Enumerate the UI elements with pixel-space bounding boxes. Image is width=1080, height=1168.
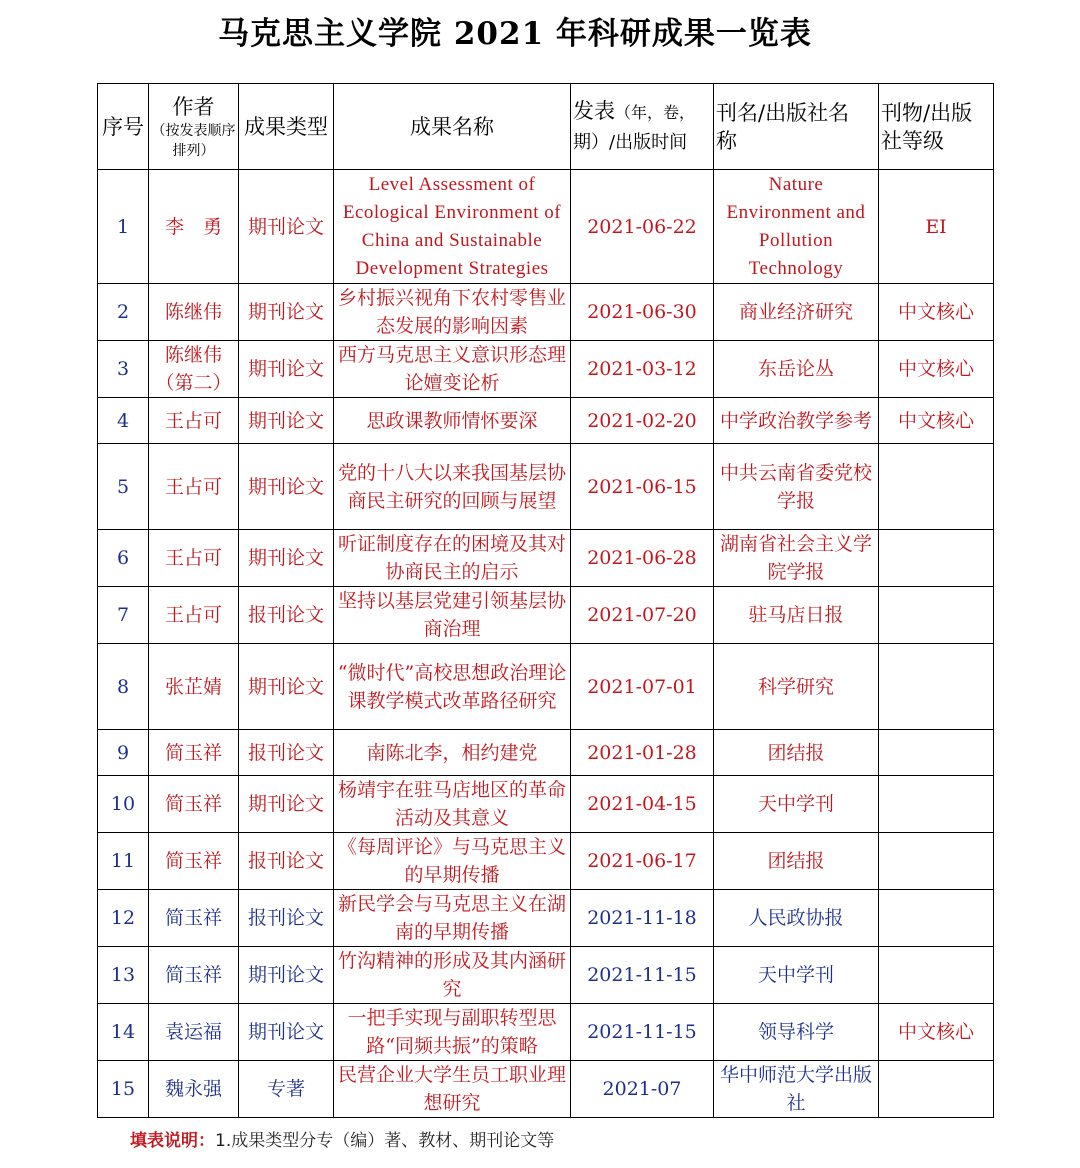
row-level <box>879 730 994 776</box>
row-journal: 中学政治教学参考 <box>714 398 879 444</box>
row-author: 王占可 <box>149 530 239 587</box>
header-date-sub: （年，卷， <box>615 102 696 122</box>
row-level: 中文核心 <box>879 1004 994 1061</box>
header-type: 成果类型 <box>239 84 334 170</box>
page-title: 马克思主义学院 2021 年科研成果一览表 <box>218 16 812 52</box>
row-date: 2021-07 <box>571 1061 714 1118</box>
row-date: 2021-07-01 <box>571 644 714 730</box>
row-journal: 天中学刊 <box>714 776 879 833</box>
row-date: 2021-06-15 <box>571 444 714 530</box>
row-level <box>879 833 994 890</box>
row-index: 12 <box>98 890 149 947</box>
header-journal <box>714 84 879 170</box>
row-name: 一把手实现与副职转型思路“同频共振”的策略 <box>334 1004 571 1061</box>
row-level: 中文核心 <box>879 341 994 398</box>
row-index: 2 <box>98 284 149 341</box>
header-author-sub: （按发表顺序排列） <box>151 122 236 159</box>
row-level: EI <box>879 170 994 284</box>
row-name: 党的十八大以来我国基层协商民主研究的回顾与展望 <box>334 444 571 530</box>
header-idx: 序号 <box>98 84 149 170</box>
row-index: 9 <box>98 730 149 776</box>
row-level <box>879 530 994 587</box>
row-level <box>879 644 994 730</box>
row-name: 南陈北李，相约建党 <box>334 730 571 776</box>
table-row <box>98 444 994 530</box>
row-author: 简玉祥 <box>149 833 239 890</box>
row-type: 专著 <box>239 1061 334 1118</box>
row-author: 简玉祥 <box>149 890 239 947</box>
row-author: 简玉祥 <box>149 730 239 776</box>
header-author-label: 作者 <box>172 94 215 119</box>
row-author: 李 勇 <box>149 170 239 284</box>
row-type: 期刊论文 <box>239 341 334 398</box>
row-level: 中文核心 <box>879 398 994 444</box>
table-row <box>98 170 994 284</box>
row-author: 王占可 <box>149 444 239 530</box>
row-journal: 中共云南省委党校学报 <box>714 444 879 530</box>
row-level <box>879 1061 994 1118</box>
row-name: 乡村振兴视角下农村零售业态发展的影响因素 <box>334 284 571 341</box>
row-index: 5 <box>98 444 149 530</box>
row-name: 竹沟精神的形成及其内涵研究 <box>334 947 571 1004</box>
row-journal: Nature Environment and Pollution Technology <box>714 170 879 284</box>
fill-note <box>130 1126 554 1151</box>
row-level <box>879 444 994 530</box>
row-date: 2021-06-22 <box>571 170 714 284</box>
row-name: 思政课教师情怀要深 <box>334 398 571 444</box>
header-date <box>571 84 714 170</box>
row-author: 简玉祥 <box>149 776 239 833</box>
row-index: 1 <box>98 170 149 284</box>
row-type: 期刊论文 <box>239 170 334 284</box>
row-type: 报刊论文 <box>239 833 334 890</box>
row-journal: 天中学刊 <box>714 947 879 1004</box>
row-date: 2021-11-15 <box>571 1004 714 1061</box>
row-type: 期刊论文 <box>239 398 334 444</box>
row-level <box>879 890 994 947</box>
row-author: 魏永强 <box>149 1061 239 1118</box>
table-row <box>98 398 994 444</box>
row-type: 报刊论文 <box>239 890 334 947</box>
header-level-line2: 社等级 <box>881 128 944 153</box>
row-journal: 湖南省社会主义学院学报 <box>714 530 879 587</box>
row-name: 坚持以基层党建引领基层协商治理 <box>334 587 571 644</box>
table-row <box>98 1061 994 1118</box>
table-row <box>98 587 994 644</box>
row-type: 期刊论文 <box>239 947 334 1004</box>
row-level: 中文核心 <box>879 284 994 341</box>
row-author: 张芷婧 <box>149 644 239 730</box>
row-journal: 团结报 <box>714 730 879 776</box>
row-index: 13 <box>98 947 149 1004</box>
row-journal: 商业经济研究 <box>714 284 879 341</box>
row-level <box>879 776 994 833</box>
row-journal: 东岳论丛 <box>714 341 879 398</box>
row-author: 王占可 <box>149 398 239 444</box>
row-name: 听证制度存在的困境及其对协商民主的启示 <box>334 530 571 587</box>
row-journal: 人民政协报 <box>714 890 879 947</box>
row-type: 期刊论文 <box>239 644 334 730</box>
row-date: 2021-03-12 <box>571 341 714 398</box>
row-name: Level Assessment of Ecological Environment of China and Sustainable Development Strategies <box>334 170 571 284</box>
header-name: 成果名称 <box>334 84 571 170</box>
row-name: 《每周评论》与马克思主义的早期传播 <box>334 833 571 890</box>
fill-note-text: 1.成果类型分专（编）著、教材、期刊论文等 <box>215 1131 555 1151</box>
row-date: 2021-01-28 <box>571 730 714 776</box>
row-author: 袁运福 <box>149 1004 239 1061</box>
row-journal: 驻马店日报 <box>714 587 879 644</box>
table-row <box>98 284 994 341</box>
row-index: 6 <box>98 530 149 587</box>
table-row <box>98 644 994 730</box>
row-name: 新民学会与马克思主义在湖南的早期传播 <box>334 890 571 947</box>
row-index: 10 <box>98 776 149 833</box>
row-index: 7 <box>98 587 149 644</box>
row-date: 2021-11-18 <box>571 890 714 947</box>
table-row <box>98 890 994 947</box>
row-date: 2021-06-30 <box>571 284 714 341</box>
row-journal: 科学研究 <box>714 644 879 730</box>
row-index: 3 <box>98 341 149 398</box>
table-row <box>98 530 994 587</box>
header-level-line1: 刊物/出版 <box>881 100 973 125</box>
row-index: 4 <box>98 398 149 444</box>
row-date: 2021-11-15 <box>571 947 714 1004</box>
row-name: 民营企业大学生员工职业理想研究 <box>334 1061 571 1118</box>
row-type: 期刊论文 <box>239 284 334 341</box>
row-name: 杨靖宇在驻马店地区的革命活动及其意义 <box>334 776 571 833</box>
row-author: 陈继伟（第二） <box>149 341 239 398</box>
table-row <box>98 833 994 890</box>
results-table <box>97 83 994 1118</box>
row-type: 期刊论文 <box>239 776 334 833</box>
row-date: 2021-06-28 <box>571 530 714 587</box>
header-journal-line2: 称 <box>716 128 737 153</box>
header-row <box>98 84 994 170</box>
row-date: 2021-04-15 <box>571 776 714 833</box>
header-journal-line1: 刊名/出版社名 <box>716 100 850 125</box>
table-row <box>98 730 994 776</box>
header-date-line2: 期）/出版时间 <box>573 131 688 153</box>
row-journal: 团结报 <box>714 833 879 890</box>
header-author <box>149 84 239 170</box>
row-date: 2021-06-17 <box>571 833 714 890</box>
row-name: 西方马克思主义意识形态理论嬗变论析 <box>334 341 571 398</box>
header-level <box>879 84 994 170</box>
table-row <box>98 776 994 833</box>
row-index: 15 <box>98 1061 149 1118</box>
row-date: 2021-07-20 <box>571 587 714 644</box>
row-journal: 华中师范大学出版社 <box>714 1061 879 1118</box>
table-row <box>98 947 994 1004</box>
row-type: 期刊论文 <box>239 444 334 530</box>
row-author: 王占可 <box>149 587 239 644</box>
fill-note-label: 填表说明： <box>130 1131 215 1151</box>
row-author: 陈继伟 <box>149 284 239 341</box>
row-type: 报刊论文 <box>239 730 334 776</box>
row-date: 2021-02-20 <box>571 398 714 444</box>
row-type: 期刊论文 <box>239 1004 334 1061</box>
row-index: 11 <box>98 833 149 890</box>
table-row <box>98 341 994 398</box>
row-type: 期刊论文 <box>239 530 334 587</box>
table-row <box>98 1004 994 1061</box>
row-type: 报刊论文 <box>239 587 334 644</box>
row-journal: 领导科学 <box>714 1004 879 1061</box>
row-index: 14 <box>98 1004 149 1061</box>
header-date-main: 发表 <box>573 98 615 123</box>
row-level <box>879 587 994 644</box>
row-level <box>879 947 994 1004</box>
row-author: 简玉祥 <box>149 947 239 1004</box>
row-index: 8 <box>98 644 149 730</box>
row-name: “微时代”高校思想政治理论课教学模式改革路径研究 <box>334 644 571 730</box>
